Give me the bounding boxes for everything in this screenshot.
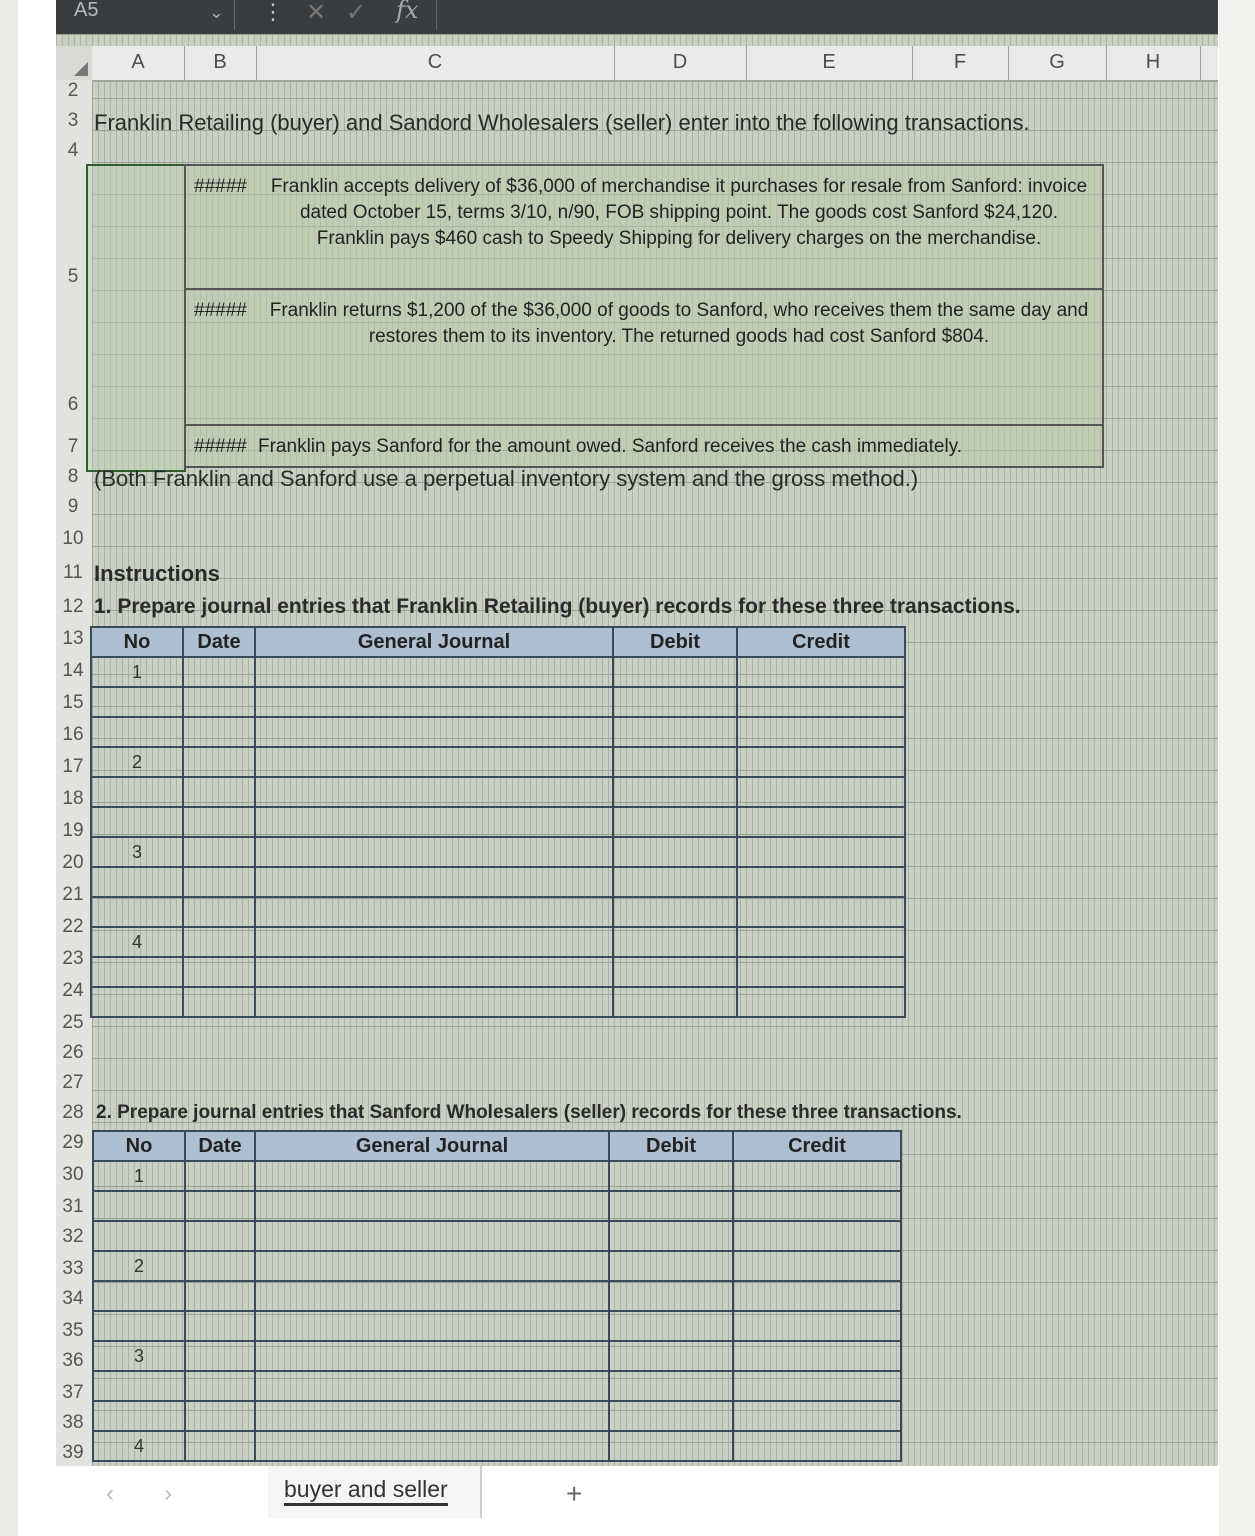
- journal-header-no[interactable]: No: [93, 1131, 185, 1161]
- checkmark-icon[interactable]: ✓: [346, 0, 367, 26]
- journal-date-cell[interactable]: [185, 1341, 255, 1371]
- transaction-1-date: #####: [194, 176, 247, 197]
- journal-header-row: [91, 627, 905, 657]
- journal-debit-cell[interactable]: [609, 1401, 733, 1431]
- name-box-value: A5: [74, 0, 99, 21]
- journal-header-general-journal[interactable]: General Journal: [255, 627, 613, 657]
- journal-account-cell[interactable]: [255, 927, 613, 957]
- journal-debit-cell[interactable]: [613, 687, 737, 717]
- journal-date-cell[interactable]: [185, 1311, 255, 1341]
- journal-account-cell[interactable]: [255, 1431, 609, 1461]
- journal-account-cell[interactable]: [255, 777, 613, 807]
- journal-date-cell[interactable]: [183, 807, 255, 837]
- row-header-21[interactable]: 21: [62, 884, 84, 905]
- journal-no-cell[interactable]: 1: [93, 1161, 185, 1191]
- row-header-3[interactable]: 3: [67, 110, 79, 131]
- journal-account-cell[interactable]: [255, 657, 613, 687]
- journal-account-cell[interactable]: [255, 957, 613, 987]
- name-box[interactable]: [70, 0, 235, 30]
- journal-debit-cell[interactable]: [613, 807, 737, 837]
- journal-credit-cell[interactable]: [733, 1341, 901, 1371]
- row-header-25[interactable]: 25: [62, 1012, 84, 1033]
- journal-credit-cell[interactable]: [733, 1371, 901, 1401]
- column-header-g[interactable]: G: [1008, 46, 1107, 80]
- journal-no-cell[interactable]: [91, 687, 183, 717]
- journal-no-cell[interactable]: 1: [91, 657, 183, 687]
- table-row: [91, 777, 905, 807]
- row-header-20[interactable]: 20: [62, 852, 84, 873]
- journal-debit-cell[interactable]: [609, 1431, 733, 1461]
- journal-no-cell[interactable]: [93, 1191, 185, 1221]
- journal-debit-cell[interactable]: [613, 897, 737, 927]
- table-row: [91, 657, 905, 687]
- transactions-area: [86, 164, 1102, 468]
- journal-no-cell[interactable]: 3: [93, 1341, 185, 1371]
- row-header-27[interactable]: 27: [62, 1072, 84, 1093]
- table-row: [93, 1431, 901, 1461]
- journal-date-cell[interactable]: [183, 927, 255, 957]
- transaction-2-text: Franklin returns $1,200 of the $36,000 of goods to Sanford, who receives them the same day and restores them to its inventory. The returned goods had cost Sanford $804.: [269, 300, 1089, 347]
- journal-no-cell[interactable]: [91, 807, 183, 837]
- journal-account-cell[interactable]: [255, 1341, 609, 1371]
- journal-debit-cell[interactable]: [609, 1161, 733, 1191]
- table-row: [93, 1311, 901, 1341]
- journal-date-cell[interactable]: [183, 657, 255, 687]
- column-header-b[interactable]: B: [184, 46, 257, 80]
- sheet-tab-label: buyer and seller: [284, 1476, 448, 1506]
- journal-debit-cell[interactable]: [613, 777, 737, 807]
- journal-no-cell[interactable]: 4: [91, 927, 183, 957]
- journal-account-cell[interactable]: [255, 1161, 609, 1191]
- journal-account-cell[interactable]: [255, 717, 613, 747]
- table-row: [93, 1341, 901, 1371]
- journal-date-cell[interactable]: [183, 777, 255, 807]
- row-header-6[interactable]: 6: [67, 394, 79, 415]
- journal-debit-cell[interactable]: [609, 1281, 733, 1311]
- journal-no-cell[interactable]: 4: [93, 1431, 185, 1461]
- journal-account-cell[interactable]: [255, 1401, 609, 1431]
- journal-no-cell[interactable]: 3: [91, 837, 183, 867]
- journal-credit-cell[interactable]: [737, 867, 905, 897]
- row-header-34[interactable]: 34: [62, 1288, 84, 1309]
- formula-bar: [56, 0, 1218, 34]
- table-row: [91, 927, 905, 957]
- row-header-5[interactable]: 5: [67, 266, 79, 287]
- table-row: [91, 687, 905, 717]
- journal-header-credit[interactable]: Credit: [737, 627, 905, 657]
- journal-debit-cell[interactable]: [609, 1251, 733, 1281]
- row-header-14[interactable]: 14: [62, 660, 84, 681]
- journal-debit-cell[interactable]: [609, 1311, 733, 1341]
- journal-credit-cell[interactable]: [737, 747, 905, 777]
- chevron-down-icon[interactable]: ⌄: [208, 2, 224, 22]
- journal-header-date[interactable]: Date: [185, 1131, 255, 1161]
- table-row: [91, 717, 905, 747]
- column-header-a[interactable]: A: [92, 46, 185, 80]
- row-header-24[interactable]: 24: [62, 980, 84, 1001]
- journal-credit-cell[interactable]: [737, 837, 905, 867]
- row-header-32[interactable]: 32: [62, 1226, 84, 1247]
- journal-account-cell[interactable]: [255, 747, 613, 777]
- journal-debit-cell[interactable]: [609, 1191, 733, 1221]
- journal-date-cell[interactable]: [183, 837, 255, 867]
- journal-credit-cell[interactable]: [733, 1431, 901, 1461]
- journal-no-cell[interactable]: [91, 987, 183, 1017]
- column-header-c[interactable]: C: [256, 46, 615, 80]
- journal-credit-cell[interactable]: [733, 1221, 901, 1251]
- selected-cell-a5[interactable]: [86, 164, 186, 472]
- column-header-f[interactable]: F: [912, 46, 1009, 80]
- row-header-28[interactable]: 28: [62, 1102, 84, 1123]
- sheet-tab-bar: [56, 1466, 1218, 1536]
- journal-no-cell[interactable]: 2: [91, 747, 183, 777]
- row-header-38[interactable]: 38: [62, 1412, 84, 1433]
- journal-date-cell[interactable]: [185, 1431, 255, 1461]
- table-row: [91, 837, 905, 867]
- journal-header-debit[interactable]: Debit: [613, 627, 737, 657]
- journal-no-cell[interactable]: [91, 867, 183, 897]
- row-header-30[interactable]: 30: [62, 1164, 84, 1185]
- instruction-2[interactable]: 2. Prepare journal entries that Sanford Wholesalers (seller) records for these three transactions.: [96, 1102, 962, 1123]
- function-icon[interactable]: fx: [396, 0, 419, 24]
- journal-date-cell[interactable]: [185, 1191, 255, 1221]
- journal-no-cell[interactable]: [93, 1311, 185, 1341]
- journal-no-cell[interactable]: [93, 1371, 185, 1401]
- row-header-26[interactable]: 26: [62, 1042, 84, 1063]
- column-header-h[interactable]: H: [1106, 46, 1201, 80]
- journal-date-cell[interactable]: [183, 897, 255, 927]
- chevron-right-icon[interactable]: ›: [164, 1480, 172, 1507]
- journal-date-cell[interactable]: [183, 957, 255, 987]
- journal-no-cell[interactable]: [93, 1281, 185, 1311]
- journal-header-credit[interactable]: Credit: [733, 1131, 901, 1161]
- journal-account-cell[interactable]: [255, 1311, 609, 1341]
- row-header-9[interactable]: 9: [67, 496, 79, 517]
- journal-debit-cell[interactable]: [609, 1371, 733, 1401]
- table-row: [93, 1251, 901, 1281]
- row-header-37[interactable]: 37: [62, 1382, 84, 1403]
- row-header-12[interactable]: 12: [62, 596, 84, 617]
- journal-no-cell[interactable]: [91, 777, 183, 807]
- journal-account-cell[interactable]: [255, 897, 613, 927]
- journal-credit-cell[interactable]: [737, 897, 905, 927]
- journal-credit-cell[interactable]: [737, 777, 905, 807]
- row-header-23[interactable]: 23: [62, 948, 84, 969]
- seller-journal-table: [92, 1130, 902, 1462]
- spreadsheet-grid[interactable]: [56, 34, 1218, 1466]
- journal-debit-cell[interactable]: [613, 837, 737, 867]
- row-header-15[interactable]: 15: [62, 692, 84, 713]
- journal-debit-cell[interactable]: [613, 657, 737, 687]
- table-row: [91, 807, 905, 837]
- row-header-11[interactable]: 11: [63, 562, 83, 583]
- row-header-29[interactable]: 29: [62, 1132, 84, 1153]
- journal-no-cell[interactable]: [91, 717, 183, 747]
- row-header-18[interactable]: 18: [62, 788, 84, 809]
- journal-debit-cell[interactable]: [613, 957, 737, 987]
- buyer-journal-table: [90, 626, 906, 1018]
- journal-account-cell[interactable]: [255, 807, 613, 837]
- journal-debit-cell[interactable]: [613, 987, 737, 1017]
- table-row: [93, 1191, 901, 1221]
- table-row: [91, 747, 905, 777]
- journal-no-cell[interactable]: [93, 1221, 185, 1251]
- journal-debit-cell[interactable]: [613, 747, 737, 777]
- row-header-16[interactable]: 16: [62, 724, 84, 745]
- journal-header-general-journal[interactable]: General Journal: [255, 1131, 609, 1161]
- journal-credit-cell[interactable]: [733, 1251, 901, 1281]
- row-header-8[interactable]: 8: [67, 466, 79, 487]
- journal-credit-cell[interactable]: [737, 687, 905, 717]
- transaction-1-text: Franklin accepts delivery of $36,000 of merchandise it purchases for resale from Sanford: invoice dated October 15, terms 3/10, n/90, FOB shipping point. The goods cost Sanford $24,120. Franklin pays $460 cash to Speedy Shipping for delivery charges on the merchandise.: [270, 176, 1088, 249]
- row-header-33[interactable]: 33: [62, 1258, 84, 1279]
- row-header-17[interactable]: 17: [62, 756, 84, 777]
- transaction-2-date: #####: [194, 300, 247, 321]
- sheet-tab-buyer-and-seller[interactable]: [268, 1466, 482, 1518]
- select-all-button[interactable]: [56, 46, 92, 80]
- journal-debit-cell[interactable]: [609, 1221, 733, 1251]
- journal-date-cell[interactable]: [185, 1371, 255, 1401]
- journal-account-cell[interactable]: [255, 1191, 609, 1221]
- method-note[interactable]: (Both Franklin and Sanford use a perpetual inventory system and the gross method.): [94, 466, 919, 491]
- journal-account-cell[interactable]: [255, 1221, 609, 1251]
- journal-header-no[interactable]: No: [91, 627, 183, 657]
- row-header-10[interactable]: 10: [62, 528, 84, 549]
- instructions-heading[interactable]: Instructions: [94, 561, 220, 586]
- journal-account-cell[interactable]: [255, 987, 613, 1017]
- table-row: [91, 987, 905, 1017]
- journal-credit-cell[interactable]: [737, 657, 905, 687]
- transaction-3-date: #####: [194, 436, 247, 457]
- journal-header-date[interactable]: Date: [183, 627, 255, 657]
- column-header-e[interactable]: E: [746, 46, 913, 80]
- journal-account-cell[interactable]: [255, 687, 613, 717]
- journal-account-cell[interactable]: [255, 837, 613, 867]
- column-header-d[interactable]: D: [614, 46, 747, 80]
- journal-credit-cell[interactable]: [737, 927, 905, 957]
- journal-account-cell[interactable]: [255, 1281, 609, 1311]
- problem-title[interactable]: Franklin Retailing (buyer) and Sandord Wholesalers (seller) enter into the following transactions.: [94, 110, 1030, 135]
- journal-account-cell[interactable]: [255, 867, 613, 897]
- table-row: [93, 1401, 901, 1431]
- journal-debit-cell[interactable]: [613, 927, 737, 957]
- journal-date-cell[interactable]: [183, 867, 255, 897]
- more-options-icon[interactable]: ⋮: [262, 0, 284, 24]
- journal-no-cell[interactable]: [93, 1401, 185, 1431]
- instruction-1[interactable]: 1. Prepare journal entries that Franklin Retailing (buyer) records for these three transactions.: [94, 595, 1021, 618]
- journal-no-cell[interactable]: 2: [93, 1251, 185, 1281]
- journal-date-cell[interactable]: [183, 717, 255, 747]
- row-header-2[interactable]: 2: [67, 80, 79, 101]
- table-row: [93, 1371, 901, 1401]
- formula-input[interactable]: [436, 0, 1218, 30]
- table-row: [93, 1281, 901, 1311]
- transaction-2[interactable]: [184, 288, 1104, 426]
- table-row: [91, 897, 905, 927]
- transaction-3[interactable]: [184, 424, 1104, 468]
- journal-debit-cell[interactable]: [609, 1341, 733, 1371]
- journal-date-cell[interactable]: [185, 1281, 255, 1311]
- journal-credit-cell[interactable]: [733, 1311, 901, 1341]
- table-row: [91, 957, 905, 987]
- journal-credit-cell[interactable]: [737, 717, 905, 747]
- row-header-35[interactable]: 35: [62, 1320, 84, 1341]
- journal-date-cell[interactable]: [185, 1251, 255, 1281]
- journal-account-cell[interactable]: [255, 1251, 609, 1281]
- journal-credit-cell[interactable]: [737, 957, 905, 987]
- cancel-icon[interactable]: ✕: [306, 0, 327, 26]
- journal-date-cell[interactable]: [183, 987, 255, 1017]
- row-header-39[interactable]: 39: [62, 1442, 84, 1463]
- journal-date-cell[interactable]: [185, 1161, 255, 1191]
- row-header-4[interactable]: 4: [67, 140, 79, 161]
- journal-date-cell[interactable]: [185, 1401, 255, 1431]
- transaction-1[interactable]: [184, 164, 1104, 290]
- journal-no-cell[interactable]: [91, 897, 183, 927]
- screen-bezel-right: [1219, 0, 1255, 1536]
- screen-bezel-left: [0, 0, 18, 1536]
- journal-no-cell[interactable]: [91, 957, 183, 987]
- journal-debit-cell[interactable]: [613, 717, 737, 747]
- journal-credit-cell[interactable]: [733, 1401, 901, 1431]
- journal-header-debit[interactable]: Debit: [609, 1131, 733, 1161]
- row-header-13[interactable]: 13: [62, 628, 84, 649]
- table-row: [93, 1221, 901, 1251]
- journal-credit-cell[interactable]: [733, 1161, 901, 1191]
- table-row: [93, 1161, 901, 1191]
- row-header-7[interactable]: 7: [67, 436, 79, 457]
- journal-header-row: [93, 1131, 901, 1161]
- row-header-22[interactable]: 22: [62, 916, 84, 937]
- row-header-19[interactable]: 19: [62, 820, 84, 841]
- journal-date-cell[interactable]: [183, 687, 255, 717]
- chevron-left-icon[interactable]: ‹: [106, 1480, 114, 1507]
- journal-account-cell[interactable]: [255, 1371, 609, 1401]
- journal-credit-cell[interactable]: [733, 1281, 901, 1311]
- journal-credit-cell[interactable]: [737, 807, 905, 837]
- journal-debit-cell[interactable]: [613, 867, 737, 897]
- journal-credit-cell[interactable]: [737, 987, 905, 1017]
- journal-date-cell[interactable]: [185, 1221, 255, 1251]
- journal-credit-cell[interactable]: [733, 1191, 901, 1221]
- row-header-36[interactable]: 36: [62, 1350, 84, 1371]
- journal-date-cell[interactable]: [183, 747, 255, 777]
- row-header-31[interactable]: 31: [62, 1196, 84, 1217]
- column-header-row: [56, 46, 1218, 82]
- add-sheet-icon[interactable]: +: [566, 1478, 583, 1509]
- table-row: [91, 867, 905, 897]
- transaction-3-text: Franklin pays Sanford for the amount owed. Sanford receives the cash immediately.: [258, 436, 963, 457]
